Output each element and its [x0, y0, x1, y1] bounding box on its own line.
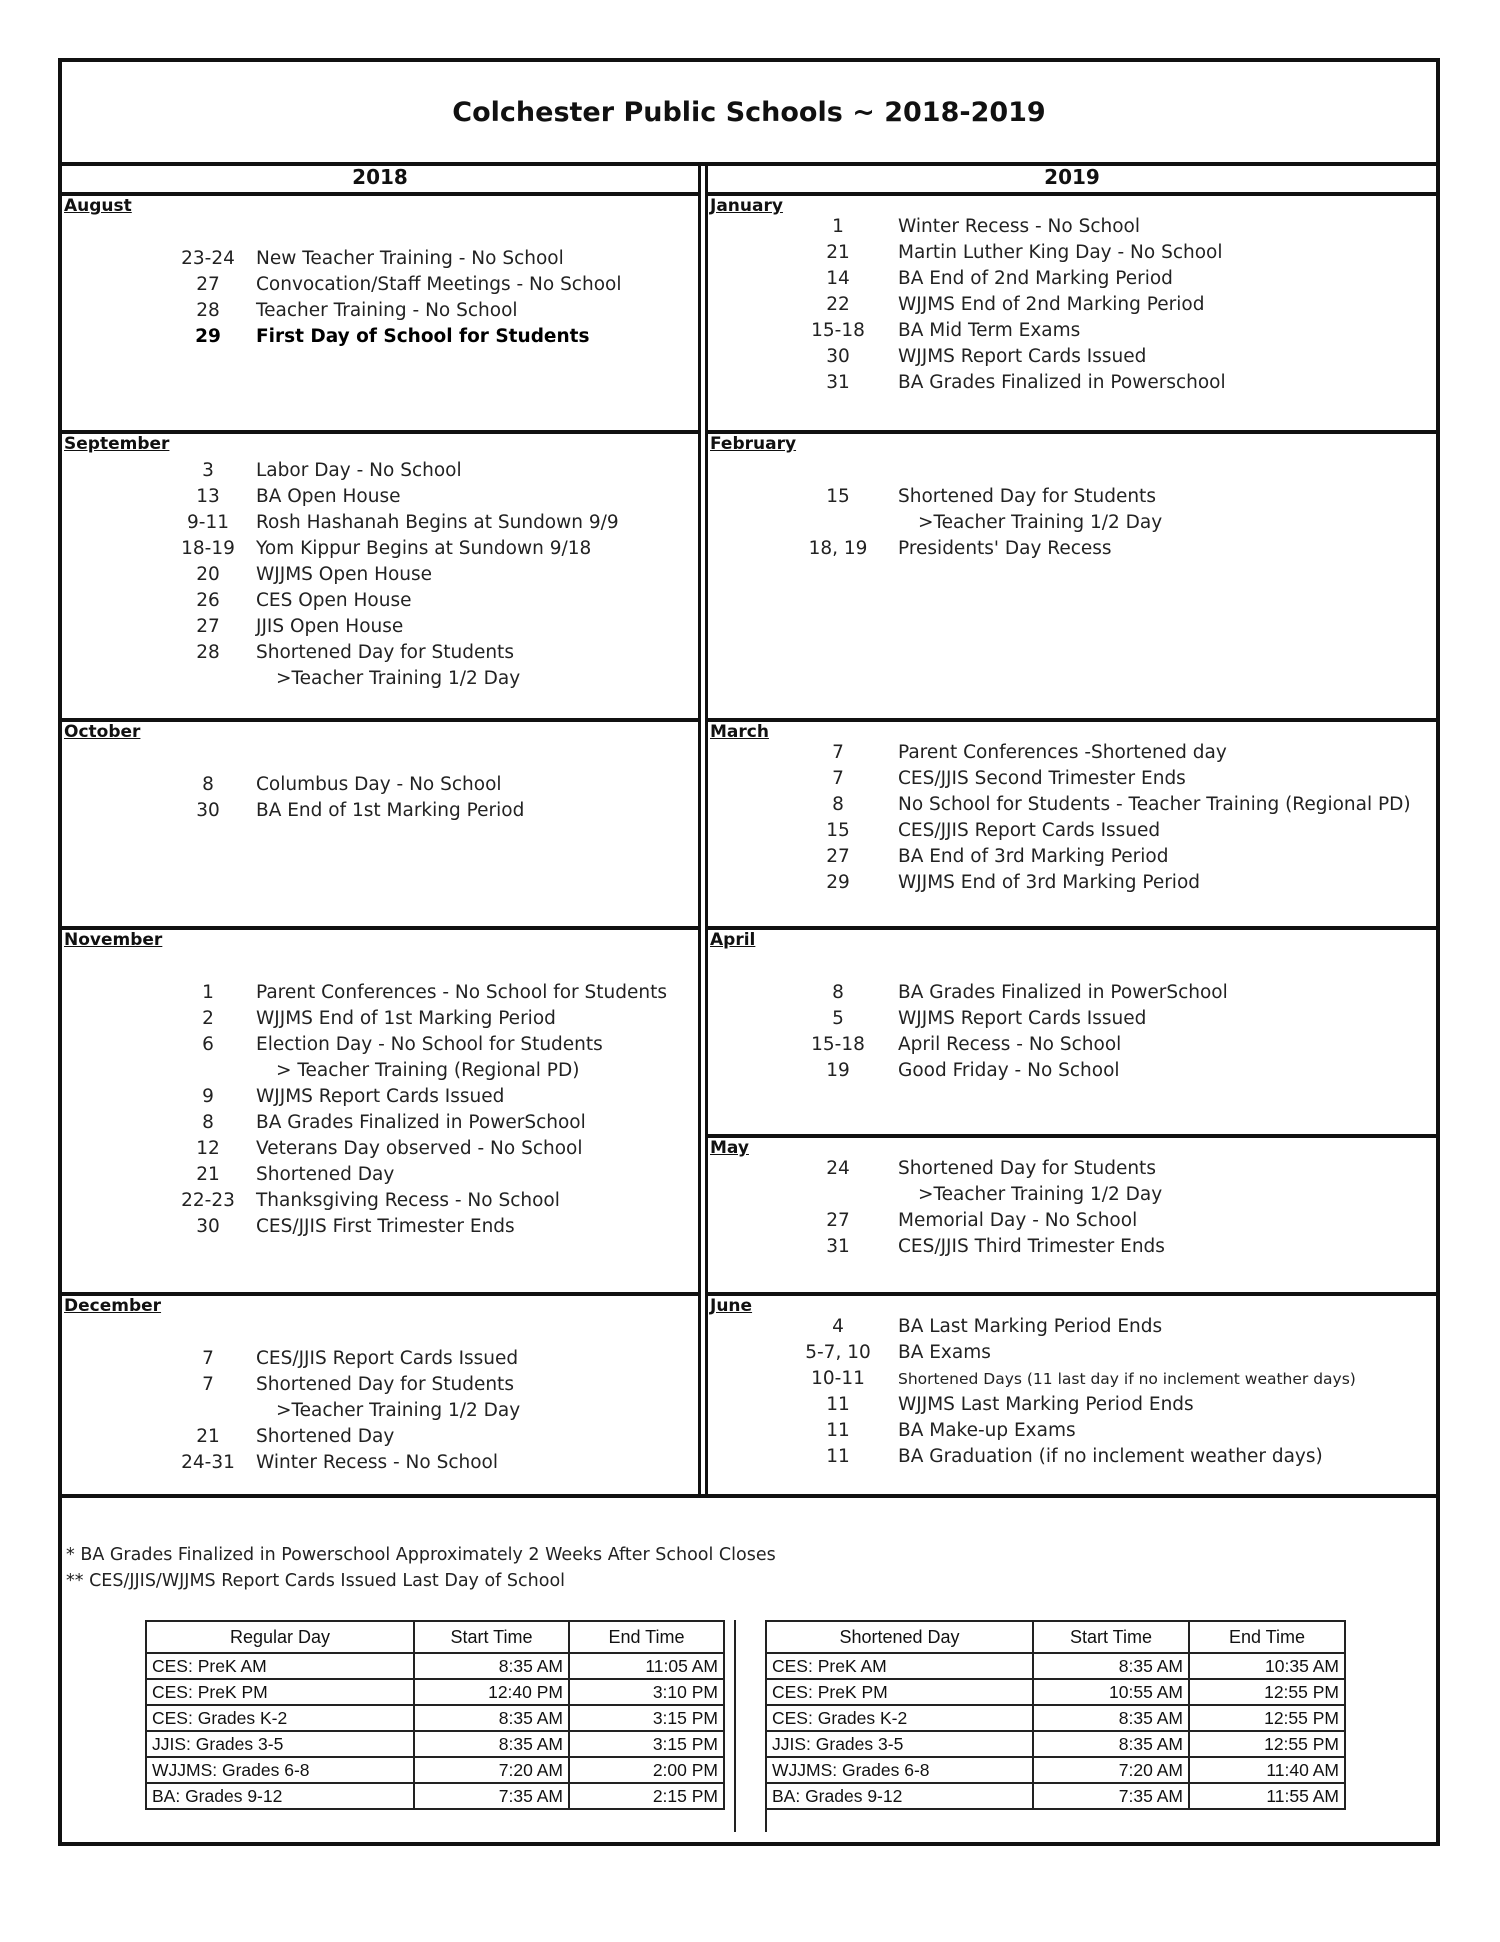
event-text: BA Exams [898, 1342, 991, 1363]
event-row [708, 370, 1436, 396]
event-row [708, 458, 1436, 484]
end-time-cell: 11:55 AM [1189, 1783, 1345, 1809]
month-name: April [710, 930, 756, 950]
table-row [766, 1705, 1345, 1731]
event-row [708, 292, 1436, 318]
column-header: Start Time [1033, 1621, 1189, 1653]
month-june [708, 1292, 1436, 1496]
event-text: CES/JJIS First Trimester Ends [256, 1216, 515, 1237]
table-row [146, 1757, 724, 1783]
school-grade-cell: CES: PreK AM [146, 1653, 414, 1679]
event-date: 3 [202, 460, 214, 481]
school-grade-cell: BA: Grades 9-12 [766, 1783, 1033, 1809]
start-time-cell: 7:35 AM [1033, 1783, 1189, 1809]
event-row [708, 980, 1436, 1006]
month-january [708, 196, 1436, 430]
calendar-frame [58, 58, 1440, 1846]
event-date: 28 [196, 642, 220, 663]
event-row [62, 1398, 698, 1424]
event-row [62, 298, 698, 324]
event-date: 11 [826, 1420, 850, 1441]
event-row [708, 818, 1436, 844]
event-row [708, 1032, 1436, 1058]
event-text: WJJMS End of 3rd Marking Period [898, 872, 1201, 893]
event-row [62, 1424, 698, 1450]
event-row [708, 792, 1436, 818]
footnote: ** CES/JJIS/WJJMS Report Cards Issued Last Day of School [66, 1571, 566, 1591]
event-row [708, 1182, 1436, 1208]
event-date: 20 [196, 564, 220, 585]
event-text: WJJMS Last Marking Period Ends [898, 1394, 1194, 1415]
event-date: 15 [826, 820, 850, 841]
event-text: Shortened Day for Students [898, 1158, 1156, 1179]
event-row [62, 614, 698, 640]
event-text: Convocation/Staff Meetings - No School [256, 274, 622, 295]
event-row [62, 484, 698, 510]
event-row [62, 772, 698, 798]
event-date: 8 [202, 1112, 214, 1133]
column-divider [698, 162, 708, 1496]
event-text: BA Last Marking Period Ends [898, 1316, 1163, 1337]
event-row [708, 1006, 1436, 1032]
event-text: > Teacher Training (Regional PD) [276, 1060, 580, 1081]
event-date: 15-18 [811, 320, 865, 341]
event-date: 11 [826, 1394, 850, 1415]
event-date: 31 [826, 1236, 850, 1257]
event-text: WJJMS Report Cards Issued [256, 1086, 505, 1107]
month-may [708, 1134, 1436, 1292]
end-time-cell: 12:55 PM [1189, 1731, 1345, 1757]
event-text: Yom Kippur Begins at Sundown 9/18 [256, 538, 592, 559]
event-row [708, 740, 1436, 766]
event-text: CES/JJIS Third Trimester Ends [898, 1236, 1165, 1257]
event-row [62, 666, 698, 692]
end-time-cell: 12:55 PM [1189, 1679, 1345, 1705]
section-divider [62, 1494, 1436, 1498]
event-row [708, 240, 1436, 266]
event-text: CES/JJIS Second Trimester Ends [898, 768, 1186, 789]
event-text: Shortened Day for Students [898, 486, 1156, 507]
table-row [766, 1757, 1345, 1783]
event-row [708, 1444, 1436, 1470]
event-date: 18-19 [181, 538, 235, 559]
event-text: >Teacher Training 1/2 Day [276, 668, 521, 689]
event-text: >Teacher Training 1/2 Day [918, 1184, 1163, 1205]
event-text: BA End of 2nd Marking Period [898, 268, 1173, 289]
event-date: 9-11 [187, 512, 229, 533]
event-row [708, 766, 1436, 792]
event-date: 21 [196, 1164, 220, 1185]
event-text: BA Graduation (if no inclement weather days) [898, 1446, 1323, 1467]
event-date: 10-11 [811, 1368, 865, 1389]
event-text: BA Mid Term Exams [898, 320, 1081, 341]
event-text: WJJMS Report Cards Issued [898, 1008, 1147, 1029]
table-header-row [766, 1621, 1345, 1653]
event-text: Parent Conferences -Shortened day [898, 742, 1227, 763]
event-text: BA Grades Finalized in Powerschool [898, 372, 1226, 393]
event-text: Election Day - No School for Students [256, 1034, 603, 1055]
start-time-cell: 8:35 AM [414, 1653, 569, 1679]
event-text: New Teacher Training - No School [256, 248, 564, 269]
event-row [708, 510, 1436, 536]
event-text: Good Friday - No School [898, 1060, 1120, 1081]
footnote: * BA Grades Finalized in Powerschool Approximately 2 Weeks After School Closes [66, 1545, 776, 1565]
column-header: Shortened Day [766, 1621, 1033, 1653]
event-date: 8 [832, 982, 844, 1003]
start-time-cell: 8:35 AM [414, 1731, 569, 1757]
start-time-cell: 8:35 AM [414, 1705, 569, 1731]
month-march [708, 718, 1436, 926]
school-grade-cell: CES: PreK PM [146, 1679, 414, 1705]
end-time-cell: 2:15 PM [569, 1783, 724, 1809]
end-time-cell: 3:15 PM [569, 1705, 724, 1731]
event-text: BA Grades Finalized in PowerSchool [256, 1112, 586, 1133]
school-grade-cell: CES: PreK PM [766, 1679, 1033, 1705]
event-row [62, 1372, 698, 1398]
start-time-cell: 8:35 AM [1033, 1731, 1189, 1757]
event-text: CES/JJIS Report Cards Issued [898, 820, 1161, 841]
school-grade-cell: CES: Grades K-2 [146, 1705, 414, 1731]
event-text: April Recess - No School [898, 1034, 1122, 1055]
table-row [146, 1731, 724, 1757]
event-date: 21 [196, 1426, 220, 1447]
event-text: Columbus Day - No School [256, 774, 502, 795]
event-row [62, 954, 698, 980]
end-time-cell: 2:00 PM [569, 1757, 724, 1783]
event-date: 8 [202, 774, 214, 795]
event-row [62, 588, 698, 614]
event-text: BA End of 3rd Marking Period [898, 846, 1169, 867]
event-row [708, 870, 1436, 896]
column-header: End Time [1189, 1621, 1345, 1653]
month-name: February [710, 434, 797, 454]
school-grade-cell: JJIS: Grades 3-5 [766, 1731, 1033, 1757]
regular-day-table [145, 1620, 725, 1810]
start-time-cell: 8:35 AM [1033, 1705, 1189, 1731]
month-name: September [64, 434, 170, 454]
event-date: 5 [832, 1008, 844, 1029]
event-row [708, 844, 1436, 870]
event-date: 28 [196, 300, 220, 321]
event-row [62, 1032, 698, 1058]
event-date: 7 [202, 1374, 214, 1395]
table-row [146, 1705, 724, 1731]
start-time-cell: 7:35 AM [414, 1783, 569, 1809]
event-text: WJJMS Open House [256, 564, 433, 585]
event-text: Winter Recess - No School [256, 1452, 498, 1473]
event-row [62, 458, 698, 484]
event-row [708, 1418, 1436, 1444]
event-text: CES Open House [256, 590, 412, 611]
year-header-right: 2019 [708, 162, 1436, 196]
event-text: WJJMS End of 1st Marking Period [256, 1008, 556, 1029]
event-row [708, 1156, 1436, 1182]
month-name: August [64, 196, 132, 216]
event-date: 1 [832, 216, 844, 237]
event-row [62, 1110, 698, 1136]
table-row [146, 1679, 724, 1705]
event-row [62, 1346, 698, 1372]
event-text: Teacher Training - No School [256, 300, 518, 321]
event-text: BA Grades Finalized in PowerSchool [898, 982, 1228, 1003]
event-row [62, 1084, 698, 1110]
event-date: 29 [826, 872, 850, 893]
event-text: Shortened Day for Students [256, 642, 514, 663]
event-text: Thanksgiving Recess - No School [256, 1190, 560, 1211]
event-row [708, 266, 1436, 292]
event-text: WJJMS Report Cards Issued [898, 346, 1147, 367]
event-row [62, 510, 698, 536]
table-row [766, 1731, 1345, 1757]
page-title: Colchester Public Schools ~ 2018-2019 [62, 62, 1436, 166]
event-row [62, 536, 698, 562]
event-date: 30 [196, 1216, 220, 1237]
month-name: May [710, 1138, 749, 1158]
school-grade-cell: BA: Grades 9-12 [146, 1783, 414, 1809]
event-date: 27 [196, 616, 220, 637]
event-row [62, 1006, 698, 1032]
month-name: June [710, 1296, 753, 1316]
year-header-left: 2018 [62, 162, 698, 196]
table-row [146, 1653, 724, 1679]
event-text: BA Open House [256, 486, 401, 507]
column-header: End Time [569, 1621, 724, 1653]
month-october [62, 718, 698, 926]
event-date: 12 [196, 1138, 220, 1159]
event-row [708, 484, 1436, 510]
month-november [62, 926, 698, 1292]
event-text: Memorial Day - No School [898, 1210, 1138, 1231]
event-date: 23-24 [181, 248, 235, 269]
school-grade-cell: JJIS: Grades 3-5 [146, 1731, 414, 1757]
event-text: Shortened Day [256, 1164, 395, 1185]
event-date: 22-23 [181, 1190, 235, 1211]
month-name: October [64, 722, 141, 742]
event-row [708, 536, 1436, 562]
event-date: 13 [196, 486, 220, 507]
event-row [62, 980, 698, 1006]
event-text: CES/JJIS Report Cards Issued [256, 1348, 519, 1369]
event-text: WJJMS End of 2nd Marking Period [898, 294, 1205, 315]
event-text: BA End of 1st Marking Period [256, 800, 525, 821]
event-date: 11 [826, 1446, 850, 1467]
table-row [766, 1653, 1345, 1679]
event-text: Shortened Day [256, 1426, 395, 1447]
school-grade-cell: WJJMS: Grades 6-8 [146, 1757, 414, 1783]
event-date: 22 [826, 294, 850, 315]
end-time-cell: 12:55 PM [1189, 1705, 1345, 1731]
event-text: Shortened Day for Students [256, 1374, 514, 1395]
month-name: December [64, 1296, 162, 1316]
event-text: >Teacher Training 1/2 Day [918, 512, 1163, 533]
event-date: 2 [202, 1008, 214, 1029]
event-text: Martin Luther King Day - No School [898, 242, 1223, 263]
event-date: 7 [832, 768, 844, 789]
event-date: 26 [196, 590, 220, 611]
column-header: Start Time [414, 1621, 569, 1653]
event-row [62, 1450, 698, 1476]
event-date: 6 [202, 1034, 214, 1055]
start-time-cell: 12:40 PM [414, 1679, 569, 1705]
month-december [62, 1292, 698, 1496]
event-row [708, 1392, 1436, 1418]
event-date: 30 [196, 800, 220, 821]
event-text: Veterans Day observed - No School [256, 1138, 583, 1159]
event-date: 15 [826, 486, 850, 507]
event-date: 5-7, 10 [805, 1342, 871, 1363]
table-row [766, 1679, 1345, 1705]
month-name: March [710, 722, 769, 742]
event-date: 15-18 [811, 1034, 865, 1055]
end-time-cell: 11:40 AM [1189, 1757, 1345, 1783]
event-date: 8 [832, 794, 844, 815]
start-time-cell: 7:20 AM [1033, 1757, 1189, 1783]
event-row [62, 324, 698, 350]
event-text: >Teacher Training 1/2 Day [276, 1400, 521, 1421]
table-header-row [146, 1621, 724, 1653]
event-row [62, 1188, 698, 1214]
event-date: 24-31 [181, 1452, 235, 1473]
start-time-cell: 8:35 AM [1033, 1653, 1189, 1679]
end-time-cell: 11:05 AM [569, 1653, 724, 1679]
start-time-cell: 7:20 AM [414, 1757, 569, 1783]
column-header: Regular Day [146, 1621, 414, 1653]
event-row [708, 318, 1436, 344]
event-date: 9 [202, 1086, 214, 1107]
event-row [708, 1340, 1436, 1366]
event-text: First Day of School for Students [256, 326, 590, 347]
event-text: JJIS Open House [256, 616, 404, 637]
event-row [62, 272, 698, 298]
event-row [708, 214, 1436, 240]
school-grade-cell: WJJMS: Grades 6-8 [766, 1757, 1033, 1783]
event-row [62, 1162, 698, 1188]
month-september [62, 430, 698, 718]
event-text: Shortened Days (11 last day if no inclement weather days) [898, 1370, 1356, 1388]
table-row [766, 1783, 1345, 1809]
school-grade-cell: CES: Grades K-2 [766, 1705, 1033, 1731]
month-august [62, 196, 698, 430]
event-row [62, 220, 698, 246]
event-date: 27 [196, 274, 220, 295]
event-row [62, 562, 698, 588]
end-time-cell: 3:15 PM [569, 1731, 724, 1757]
event-date: 1 [202, 982, 214, 1003]
event-date: 18, 19 [808, 538, 868, 559]
event-row [708, 1058, 1436, 1084]
table-gap [734, 1620, 767, 1832]
shortened-day-table [765, 1620, 1346, 1810]
event-date: 4 [832, 1316, 844, 1337]
event-date: 7 [202, 1348, 214, 1369]
event-date: 7 [832, 742, 844, 763]
event-text: BA Make-up Exams [898, 1420, 1076, 1441]
event-row [62, 246, 698, 272]
end-time-cell: 3:10 PM [569, 1679, 724, 1705]
event-text: No School for Students - Teacher Training (Regional PD) [898, 794, 1411, 815]
table-row [146, 1783, 724, 1809]
event-date: 27 [826, 846, 850, 867]
event-row [708, 344, 1436, 370]
month-name: November [64, 930, 163, 950]
event-date: 24 [826, 1158, 850, 1179]
event-text: Labor Day - No School [256, 460, 462, 481]
event-text: Winter Recess - No School [898, 216, 1140, 237]
event-date: 27 [826, 1210, 850, 1231]
event-row [62, 798, 698, 824]
event-text: Parent Conferences - No School for Students [256, 982, 668, 1003]
school-grade-cell: CES: PreK AM [766, 1653, 1033, 1679]
event-date: 21 [826, 242, 850, 263]
event-row [62, 1214, 698, 1240]
footnotes [66, 1542, 776, 1594]
event-text: Presidents' Day Recess [898, 538, 1112, 559]
event-row [708, 1314, 1436, 1340]
event-row [708, 1208, 1436, 1234]
event-row [708, 1366, 1436, 1392]
event-row [62, 640, 698, 666]
month-name: January [710, 196, 783, 216]
month-february [708, 430, 1436, 718]
end-time-cell: 10:35 AM [1189, 1653, 1345, 1679]
event-row [708, 1234, 1436, 1260]
event-date: 14 [826, 268, 850, 289]
event-text: Rosh Hashanah Begins at Sundown 9/9 [256, 512, 619, 533]
event-date: 29 [195, 326, 221, 347]
event-row [62, 1136, 698, 1162]
month-april [708, 926, 1436, 1134]
event-row [62, 746, 698, 772]
event-date: 30 [826, 346, 850, 367]
event-row [708, 954, 1436, 980]
event-date: 19 [826, 1060, 850, 1081]
event-row [62, 1320, 698, 1346]
event-row [62, 1058, 698, 1084]
event-date: 31 [826, 372, 850, 393]
start-time-cell: 10:55 AM [1033, 1679, 1189, 1705]
